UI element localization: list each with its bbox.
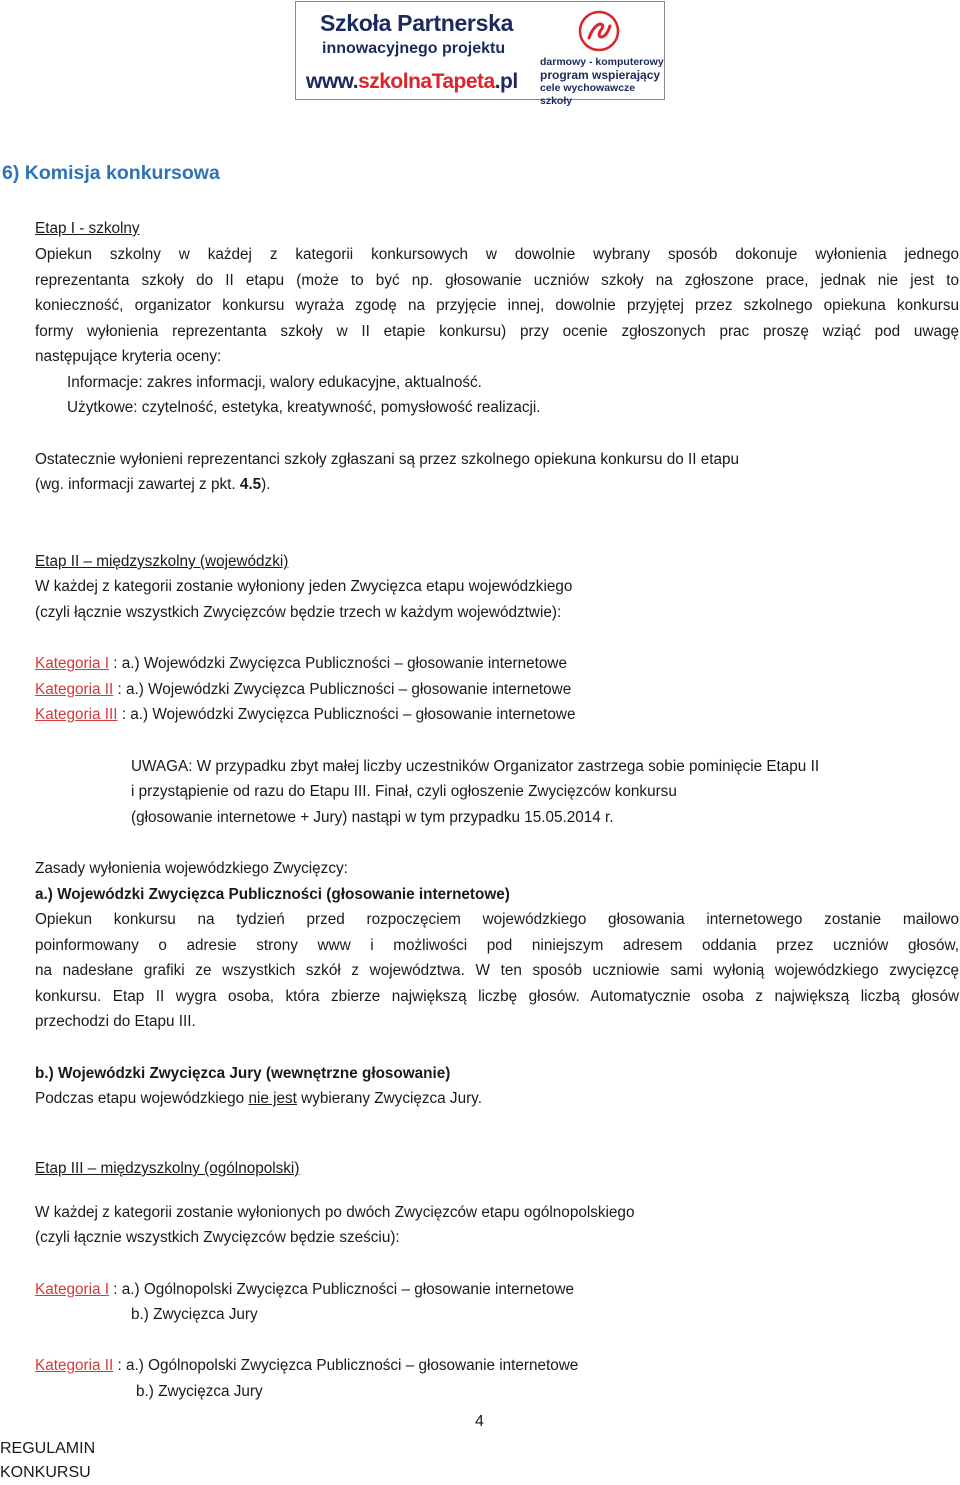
- etap1-line-2: reprezentanta szkoły do II etapu (może to być np. głosowanie uczniów szkoły na zgłoszone prace, jednak nie jest to: [35, 272, 959, 289]
- criteria-usability: Użytkowe: czytelność, estetyka, kreatywność, pomysłowość realizacji.: [67, 399, 541, 416]
- etap2-line-2: (czyli łącznie wszystkich Zwycięzców będzie trzech w każdym województwie):: [35, 604, 562, 621]
- etap3-category-1-b: b.) Zwycięzca Jury: [131, 1306, 258, 1323]
- rule-a-line-5: przechodzi do Etapu III.: [35, 1013, 196, 1030]
- rule-a-line-4: konkursu. Etap II wygra osoba, która zbierze największą liczbę głosów. Automatycznie osoba z największą liczbą głosów: [35, 988, 959, 1005]
- etap1-heading: Etap I - szkolny: [35, 220, 140, 237]
- logo-title: Szkoła Partnerska: [320, 10, 514, 36]
- etap1-final-1: Ostatecznie wyłonieni reprezentanci szkoły zgłaszani są przez szkolnego opiekuna konkursu do II etapu: [35, 451, 740, 468]
- logo-emblem-icon: [577, 10, 621, 52]
- note-line-1: UWAGA: W przypadku zbyt małej liczby uczestników Organizator zastrzega sobie pominięcie Etapu II: [131, 758, 820, 775]
- etap2-heading: Etap II – międzyszkolny (wojewódzki): [35, 553, 289, 570]
- footer-line-1: REGULAMIN: [0, 1440, 96, 1457]
- rule-b-heading: b.) Wojewódzki Zwycięzca Jury (wewnętrzne głosowanie): [35, 1065, 451, 1082]
- section-title: 6) Komisja konkursowa: [2, 162, 220, 184]
- etap1-line-3: konieczność, organizator konkursu wyraża zgodę na przyjęcie innej, dowolnie przyjętej przez szkolnego opiekuna konkursu: [35, 297, 959, 314]
- partner-school-logo: [295, 1, 665, 107]
- category-link: Kategoria II: [35, 1357, 114, 1374]
- etap3-heading: Etap III – międzyszkolny (ogólnopolski): [35, 1160, 300, 1177]
- logo-tagline: darmowy - komputerowy program wspierający cele wychowawcze szkoły: [540, 56, 664, 107]
- rule-a-line-3: na nadesłane grafiki ze wszystkich szkół z województwa. W ten sposób uczniowie sami wyłonią wojewódzkiego zwycięzcę: [35, 962, 959, 979]
- logo-subtitle: innowacyjnego projektu: [322, 40, 506, 57]
- etap2-category-3: Kategoria III : a.) Wojewódzki Zwycięzca Publiczności – głosowanie internetowe: [35, 706, 576, 723]
- criteria-info: Informacje: zakres informacji, walory edukacyjne, aktualność.: [67, 374, 482, 391]
- page-number: 4: [475, 1413, 484, 1430]
- logo-url: www.szkolnaTapeta.pl: [306, 70, 518, 93]
- footer-line-2: KONKURSU: [0, 1464, 91, 1481]
- rules-intro: Zasady wyłonienia wojewódzkiego Zwycięzcy:: [35, 860, 348, 877]
- etap3-line-1: W każdej z kategorii zostanie wyłonionych po dwóch Zwycięzców etapu ogólnopolskiego: [35, 1204, 635, 1221]
- rule-b-line: Podczas etapu wojewódzkiego nie jest wybierany Zwycięzca Jury.: [35, 1090, 482, 1107]
- etap3-line-2: (czyli łącznie wszystkich Zwycięzców będzie sześciu):: [35, 1229, 400, 1246]
- etap3-category-2-b: b.) Zwycięzca Jury: [136, 1383, 263, 1400]
- etap2-line-1: W każdej z kategorii zostanie wyłoniony jeden Zwycięzca etapu wojewódzkiego: [35, 578, 573, 595]
- note-line-3: (głosowanie internetowe + Jury) nastąpi w tym przypadku 15.05.2014 r.: [131, 809, 614, 826]
- category-link: Kategoria I: [35, 1281, 109, 1298]
- etap1-line-1: Opiekun szkolny w każdej z kategorii konkursowych w dowolnie wybrany sposób dokonuje wyłonienia jednego: [35, 246, 959, 263]
- etap2-category-2: Kategoria II : a.) Wojewódzki Zwycięzca Publiczności – głosowanie internetowe: [35, 681, 572, 698]
- category-link: Kategoria II: [35, 681, 114, 698]
- etap3-category-2: Kategoria II : a.) Ogólnopolski Zwycięzca Publiczności – głosowanie internetowe: [35, 1357, 579, 1374]
- footer: [0, 1437, 95, 1485]
- rule-a-heading: a.) Wojewódzki Zwycięzca Publiczności (głosowanie internetowe): [35, 886, 510, 903]
- rule-a-line-1: Opiekun konkursu na tydzień przed rozpoczęciem wojewódzkiego głosowania internetowego zostanie mailowo: [35, 911, 959, 928]
- category-link: Kategoria III: [35, 706, 118, 723]
- etap1-final-2: (wg. informacji zawartej z pkt. 4.5).: [35, 476, 271, 493]
- etap3-category-1: Kategoria I : a.) Ogólnopolski Zwycięzca Publiczności – głosowanie internetowe: [35, 1281, 575, 1298]
- etap2-category-1: Kategoria I : a.) Wojewódzki Zwycięzca Publiczności – głosowanie internetowe: [35, 655, 567, 672]
- category-link: Kategoria I: [35, 655, 109, 672]
- etap1-line-4: formy wyłonienia reprezentanta szkoły w II etapie konkursu) przy ocenie zgłoszonych prac proszę wziąć pod uwagę: [35, 323, 959, 340]
- note-line-2: i przystąpienie od razu do Etapu III. Finał, czyli ogłoszenie Zwycięzców konkursu: [131, 783, 677, 800]
- rule-a-line-2: poinformowany o adresie strony www i możliwości pod niniejszym adresem oddania przez uczniów głosów,: [35, 937, 959, 954]
- etap1-line-5: następujące kryteria oceny:: [35, 348, 222, 365]
